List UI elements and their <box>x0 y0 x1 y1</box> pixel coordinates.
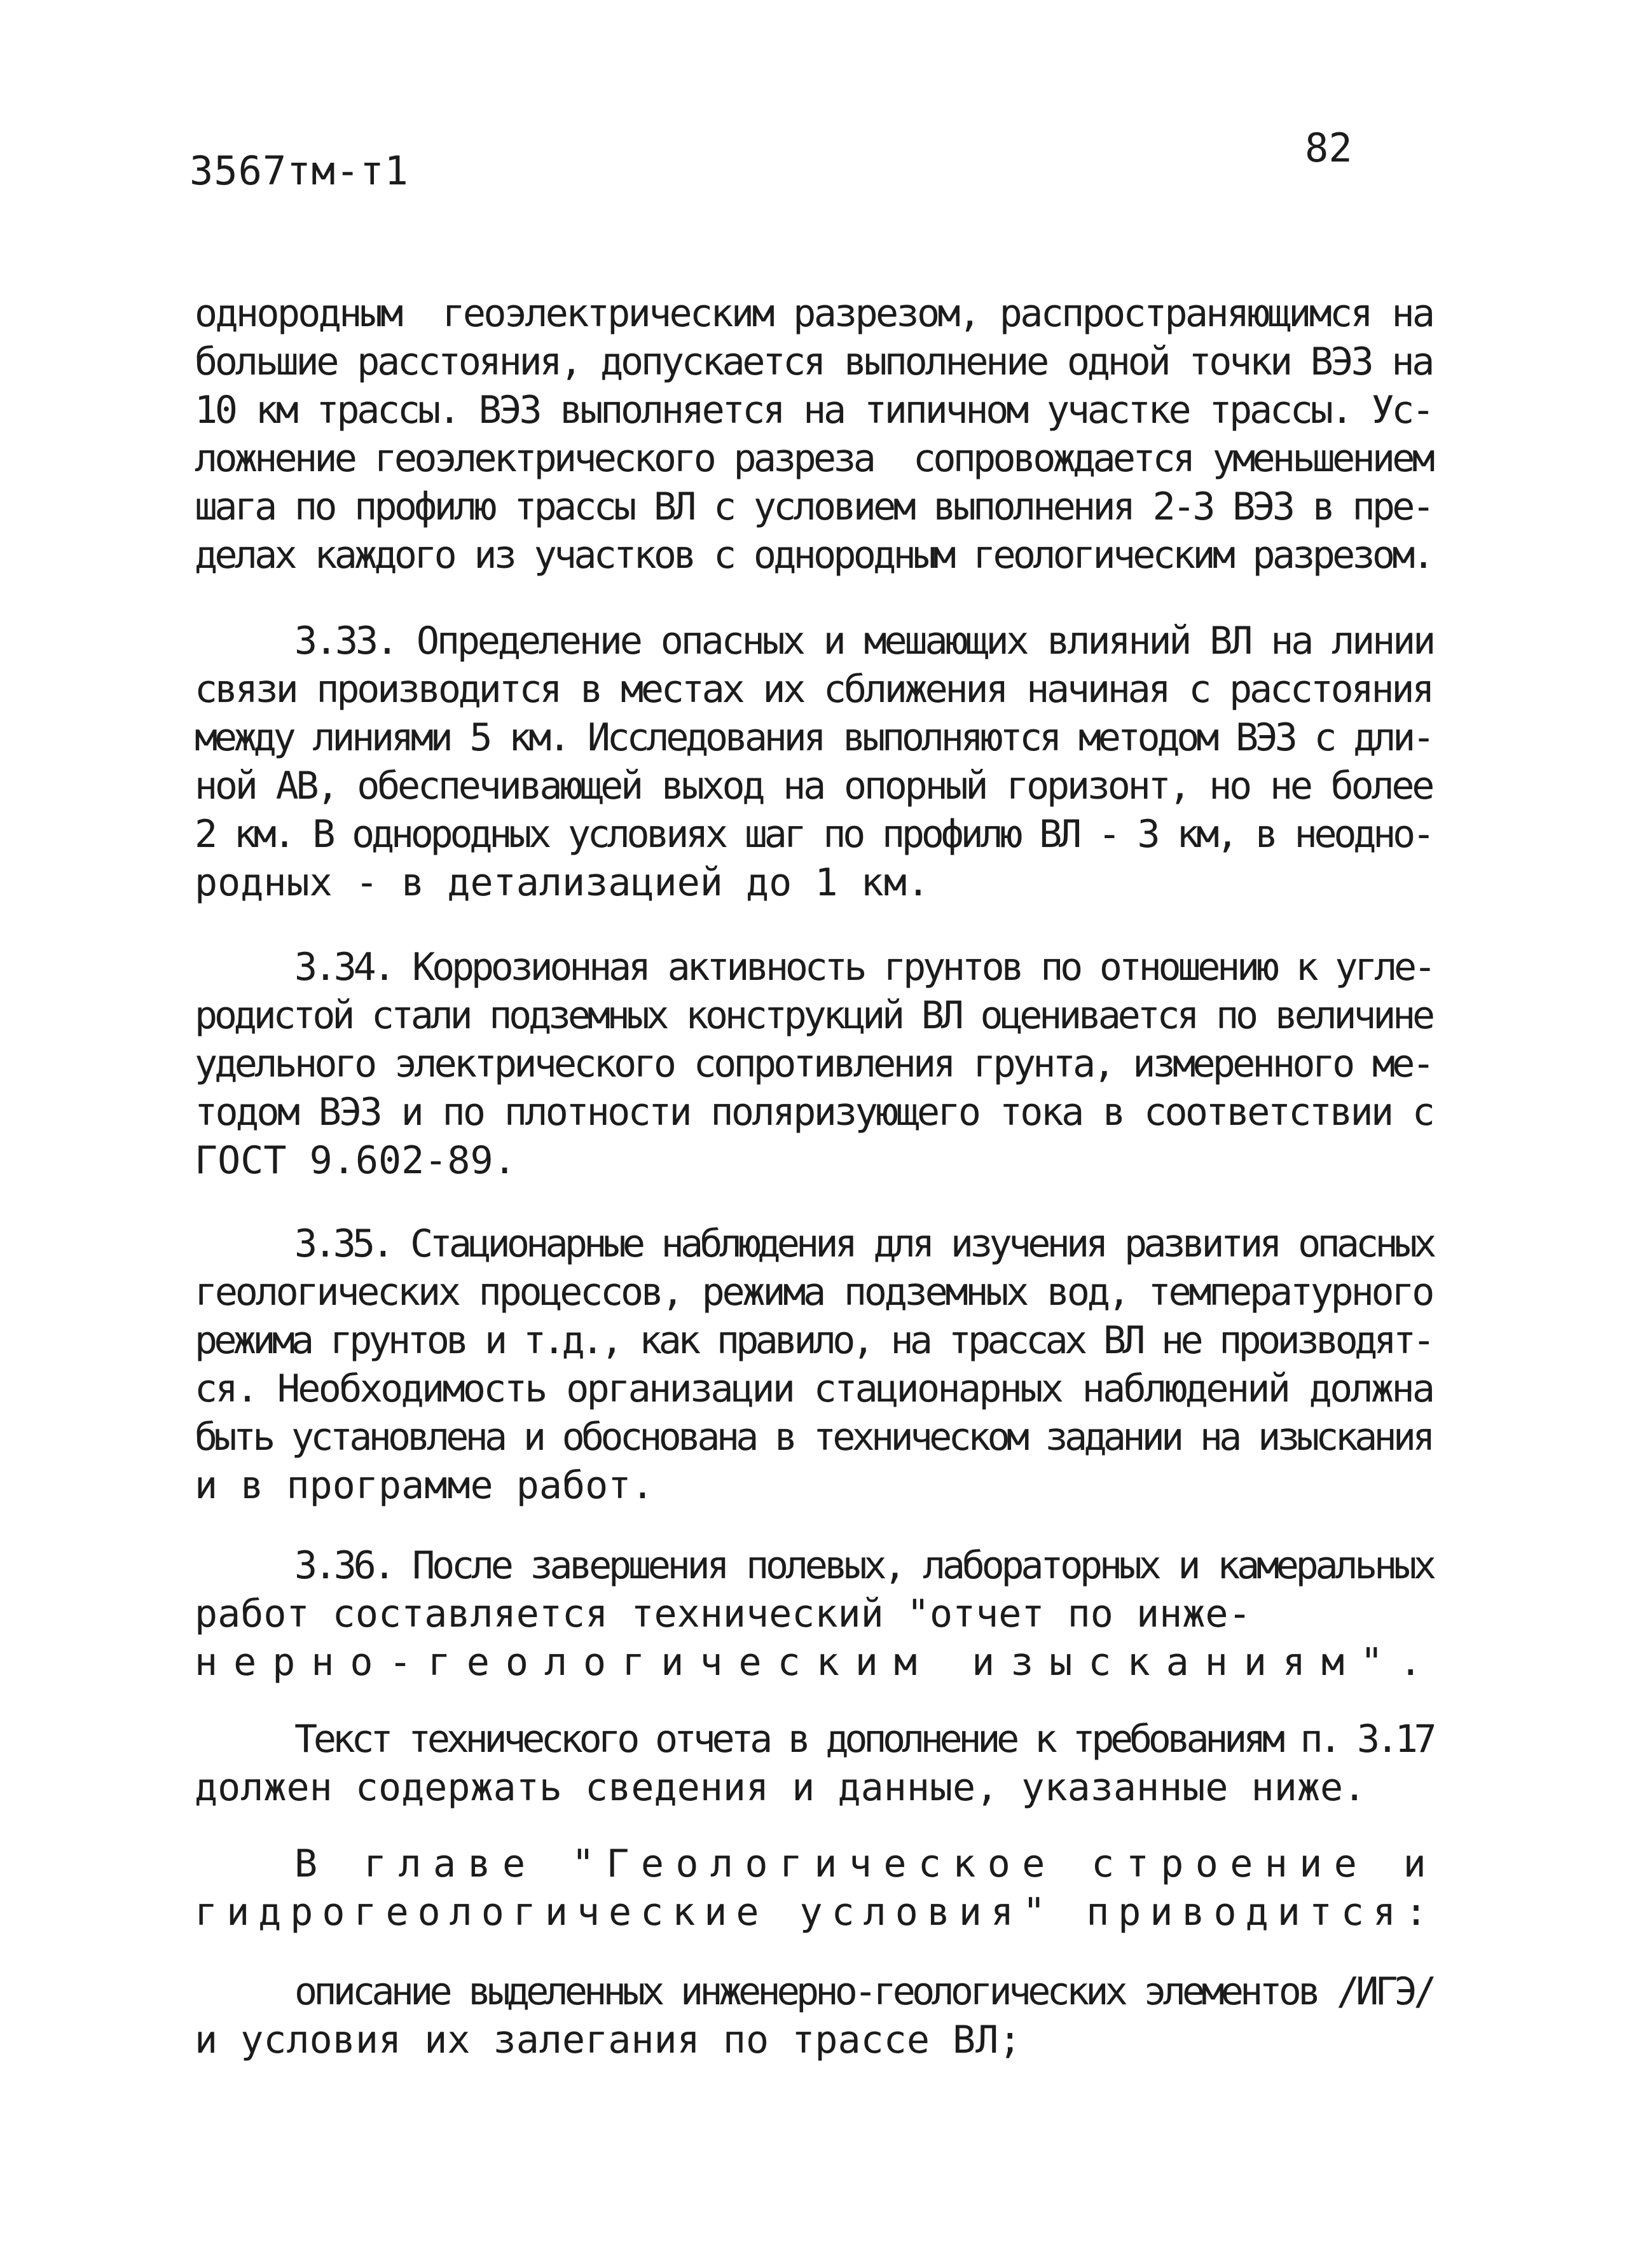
text-line: и условия их залегания по трассе ВЛ; <box>195 2018 1022 2062</box>
text-line: и в программе работ. <box>195 1463 654 1508</box>
page-number: 82 <box>1305 125 1353 171</box>
text-line: однородным геоэлектрическим разрезом, распространяющимся на <box>195 291 1433 336</box>
text-line: 10 км трассы. ВЭЗ выполняется на типичном участке трассы. Ус- <box>195 388 1433 432</box>
text-line: ГОСТ 9.602-89. <box>195 1138 516 1183</box>
document-code: 3567тм-т1 <box>189 148 409 194</box>
paragraph-3-33-start: 3.33. Определение опасных и мешающих влияний ВЛ на линии <box>294 619 1434 663</box>
text-line: тодом ВЭЗ и по плотности поляризующего тока в соответствии с <box>195 1090 1433 1134</box>
text-line: родистой стали подземных конструкций ВЛ оценивается по величине <box>195 993 1432 1038</box>
chapter-title-line: гидрогеологические условия" приводится: <box>195 1890 1437 1934</box>
report-title-line: нерно-геологическим изысканиям". <box>195 1640 1438 1685</box>
text-line: геологических процессов, режима подземных вод, температурного <box>195 1270 1433 1314</box>
text-line: ложнение геоэлектрического разреза сопровождается уменьшением <box>195 436 1433 481</box>
text-line: делах каждого из участков с однородным геологическим разрезом. <box>195 533 1433 577</box>
text-line: ся. Необходимость организации стационарных наблюдений должна <box>195 1367 1433 1411</box>
text-line: должен содержать сведения и данные, указанные ниже. <box>195 1765 1366 1810</box>
text-line: Текст технического отчета в дополнение к требованиям п. 3.17 <box>294 1717 1433 1761</box>
paragraph-3-36-start: 3.36. После завершения полевых, лабораторных и камеральных <box>294 1543 1433 1588</box>
text-line: работ составляется технический "отчет по инже- <box>195 1592 1251 1636</box>
text-line: большие расстояния, допускается выполнение одной точки ВЭЗ на <box>195 340 1433 384</box>
text-line: между линиями 5 км. Исследования выполняются методом ВЭЗ с дли- <box>195 715 1432 760</box>
text-line: быть установлена и обоснована в техническом задании на изыскания <box>195 1415 1432 1459</box>
paragraph-3-34-start: 3.34. Коррозионная активность грунтов по отношению к угле- <box>294 945 1433 989</box>
text-line: ной АВ, обеспечивающей выход на опорный горизонт, но не более <box>195 764 1433 808</box>
text-line: режима грунтов и т.д., как правило, на трассах ВЛ не производят- <box>195 1318 1432 1363</box>
text-line: 2 км. В однородных условиях шаг по профилю ВЛ - 3 км, в неодно- <box>195 812 1432 857</box>
text-line: родных - в детализацией до 1 км. <box>195 860 930 905</box>
text-line: шага по профилю трассы ВЛ с условием выполнения 2-3 ВЭЗ в пре- <box>195 485 1433 529</box>
paragraph-3-35-start: 3.35. Стационарные наблюдения для изучения развития опасных <box>294 1222 1433 1266</box>
text-line: связи производится в местах их сближения начиная с расстояния <box>195 667 1433 712</box>
text-line: удельного электрического сопротивления грунта, измеренного ме- <box>195 1042 1433 1086</box>
chapter-title-line: В главе "Геологическое строение и <box>294 1842 1438 1886</box>
text-line: описание выделенных инженерно-геологических элементов /ИГЭ/ <box>294 1969 1433 2014</box>
